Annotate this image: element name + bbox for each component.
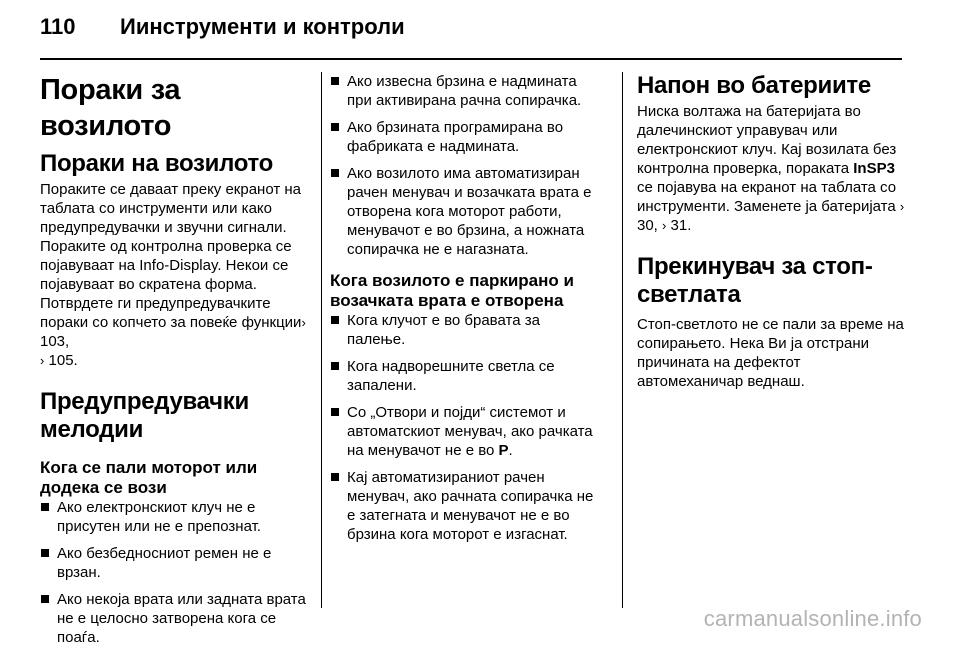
page-ref-link[interactable]: 30, bbox=[637, 217, 658, 234]
bullet-icon bbox=[331, 316, 339, 324]
subsection-title-battery-voltage: Напон во батериите bbox=[637, 72, 871, 99]
list-item: Кај автоматизираниот рачен менувач, ако рачната сопирачка не е затегната и менувачот не е во брзина кога моторот е изгаснат. bbox=[330, 468, 602, 544]
page-ref-link[interactable]: 103, bbox=[40, 333, 70, 350]
list-item: Кога клучот е во бравата за палење. bbox=[330, 311, 602, 349]
list-item: Ако возилото има автоматизиран рачен менувач и возачката врата е отворена кога моторот работи, менувачот е во брзина, а ножната сопирачка не е нагазната. bbox=[330, 164, 602, 259]
subheading-parked-door-open: Кога возилото е паркирано и возачката врата е отворена bbox=[330, 271, 574, 310]
page-ref-arrow-icon: › bbox=[40, 353, 45, 368]
running-head: Иинструменти и контроли bbox=[120, 14, 405, 39]
bullet-icon bbox=[331, 77, 339, 85]
list-item: Кога надворешните светла се запалени. bbox=[330, 357, 602, 395]
bullet-list bbox=[40, 498, 308, 647]
bullet-icon bbox=[41, 595, 49, 603]
insp3-code: InSP3 bbox=[853, 160, 895, 177]
list-item: Со „Отвори и појди“ системот и автоматскиот менувач, ако рачката на менувачот не е во P. bbox=[330, 403, 602, 460]
page-ref-link[interactable]: 31. bbox=[670, 217, 692, 234]
column-2 bbox=[330, 72, 602, 552]
page-ref-arrow-icon: › bbox=[301, 315, 306, 330]
page-ref-link[interactable]: 105. bbox=[48, 352, 78, 369]
list-item: Ако електронскиот клуч не е присутен или не е препознат. bbox=[40, 498, 308, 536]
bullet-icon bbox=[41, 503, 49, 511]
bullet-icon bbox=[331, 123, 339, 131]
page-number: 110 bbox=[40, 14, 76, 39]
bullet-list bbox=[330, 72, 602, 259]
bullet-icon bbox=[331, 473, 339, 481]
subheading-engine-driving: Кога се пали моторот или додека се вози bbox=[40, 458, 258, 497]
brake-light-paragraph: Стоп-светлото не се пали за време на сопирањето. Нека Ви ја отстрани причината на дефектот автомеханичар веднаш. bbox=[637, 316, 904, 390]
subsection-title-vehicle-messages: Пораки на возилото bbox=[40, 150, 274, 177]
column-1 bbox=[40, 72, 308, 655]
list-item: Ако брзината програмирана во фабриката е надмината. bbox=[330, 118, 602, 156]
bullet-icon bbox=[331, 408, 339, 416]
list-item: Ако безбедносниот ремен не е врзан. bbox=[40, 544, 308, 582]
vehicle-messages-paragraph: Пораките се даваат преку екранот на таблата со инструменти или како предупредувачки и звучни сигнали. Пораките од контролна проверка се појавуваат на Info-Display. Некои се појавуваат во скратена форма. Потврдете ги предупредувачките пораки со копчето за повеќе функции› 103, › 105. bbox=[40, 181, 306, 369]
page-ref-arrow-icon: › bbox=[662, 218, 667, 233]
page-header bbox=[40, 14, 405, 50]
bullet-list bbox=[330, 311, 602, 544]
column-divider-1 bbox=[321, 72, 322, 608]
watermark: carmanualsonline.info bbox=[703, 606, 922, 631]
page-ref-arrow-icon: › bbox=[899, 199, 905, 214]
bullet-icon bbox=[331, 362, 339, 370]
header-rule bbox=[40, 58, 902, 60]
section-title: Пораки за возилото bbox=[40, 74, 181, 142]
gear-position-p: P bbox=[498, 442, 509, 459]
column-3 bbox=[637, 72, 907, 391]
battery-paragraph: Ниска волтажа на батеријата во далечинскиот управувач или електронскиот клуч. Кај возилата без контролна проверка, пораката InSP3 се појавува на екранот на таблата со инструменти. Заменете ја батеријата › 30, › 31. bbox=[637, 103, 905, 234]
list-item: Ако некоја врата или задната врата не е целосно затворена кога се поаѓа. bbox=[40, 590, 308, 647]
subsection-title-warning-chimes: Предупредувачки мелодии bbox=[40, 388, 249, 443]
column-divider-2 bbox=[622, 72, 623, 608]
list-item: Ако извесна брзина е надмината при активирана рачна сопирачка. bbox=[330, 72, 602, 110]
bullet-icon bbox=[331, 169, 339, 177]
bullet-icon bbox=[41, 549, 49, 557]
subsection-title-brake-light-switch: Прекинувач за стоп-светлата bbox=[637, 253, 873, 308]
